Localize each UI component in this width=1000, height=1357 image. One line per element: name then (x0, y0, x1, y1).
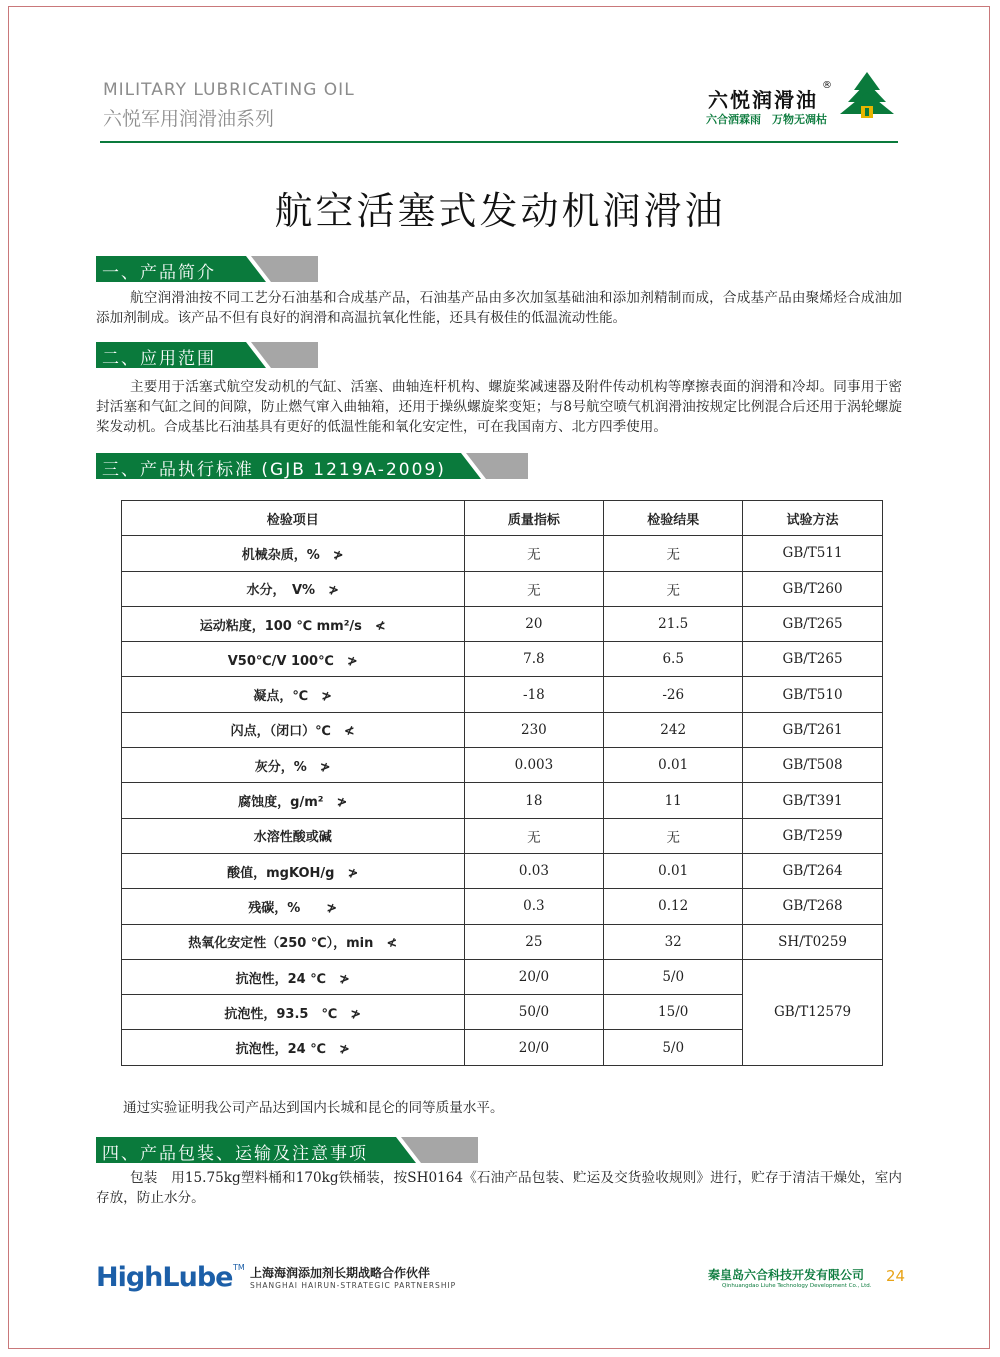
header-en-title: MILITARY LUBRICATING OIL (103, 80, 355, 100)
cell-result: 0.01 (604, 748, 743, 783)
table-row (122, 818, 883, 853)
cell-spec: 无 (464, 536, 604, 571)
cell-item: 灰分，% ≯ (122, 748, 465, 783)
cell-item: 腐蚀度，g/m² ≯ (122, 783, 465, 818)
table-header-result: 检验结果 (604, 501, 743, 536)
scope-paragraph: 主要用于活塞式航空发动机的气缸、活塞、曲轴连杆机构、螺旋桨减速器及附件传动机构等摩擦表面的润滑和冷却。同事用于密封活塞和气缸之间的间隙，防止燃气窜入曲轴箱，还用于操纵螺旋桨变矩；与8号航空喷气机润滑油按规定比例混合后还用于涡轮螺旋桨发动机。合成基比石油基具有更好的低温性能和氧化安定性，可在我国南方、北方四季使用。 (96, 379, 902, 435)
cell-result: 32 (604, 924, 743, 959)
cell-item: 抗泡性，93.5 ℃ ≯ (122, 995, 465, 1030)
cell-result: 5/0 (604, 1030, 743, 1065)
cell-result: 242 (604, 712, 743, 747)
cell-item: 凝点，℃ ≯ (122, 677, 465, 712)
table-header-method: 试验方法 (743, 501, 883, 536)
section-heading-label: 三、产品执行标准 (GJB 1219A-2009) (102, 460, 446, 480)
cell-result: 无 (604, 571, 743, 606)
section-heading-label: 四、产品包装、运输及注意事项 (102, 1144, 368, 1164)
cell-spec: 18 (464, 783, 604, 818)
cell-result: -26 (604, 677, 743, 712)
cell-method: GB/T261 (743, 712, 883, 747)
table-row (122, 959, 883, 994)
cell-method: GB/T510 (743, 677, 883, 712)
cell-method: GB/T260 (743, 571, 883, 606)
brand-name: 六悦润滑油 (708, 88, 818, 112)
spec-table (121, 500, 883, 1066)
cell-method: GB/T265 (743, 606, 883, 641)
partner-cn: 上海海润添加剂长期战略合作伙伴 (250, 1266, 431, 1280)
table-row (122, 783, 883, 818)
cell-result: 0.12 (604, 889, 743, 924)
cell-spec: 7.8 (464, 642, 604, 677)
cell-spec: 50/0 (464, 995, 604, 1030)
header-cn-title: 六悦军用润滑油系列 (103, 108, 275, 130)
cell-item: 运动粘度，100 ℃ mm²/s ≮ (122, 606, 465, 641)
cell-item: 水溶性酸或碱 (122, 818, 465, 853)
cell-item: 酸值，mgKOH/g ≯ (122, 853, 465, 888)
table-row (122, 571, 883, 606)
cell-item: 机械杂质，% ≯ (122, 536, 465, 571)
table-row (122, 924, 883, 959)
cell-spec: 25 (464, 924, 604, 959)
cell-result: 15/0 (604, 995, 743, 1030)
table-row (122, 889, 883, 924)
cell-method: GB/T259 (743, 818, 883, 853)
cell-result: 0.01 (604, 853, 743, 888)
page-number: 24 (886, 1267, 906, 1285)
cell-result: 21.5 (604, 606, 743, 641)
section-heading-standard (96, 453, 528, 479)
cell-spec: 0.3 (464, 889, 604, 924)
cell-method-merged: GB/T12579 (743, 959, 883, 1065)
table-row (122, 677, 883, 712)
cell-item: 水分， V% ≯ (122, 571, 465, 606)
section-heading-scope (96, 342, 318, 368)
cell-spec: 0.003 (464, 748, 604, 783)
packaging-paragraph: 包装 用15.75kg塑料桶和170kg铁桶装，按SH0164《石油产品包装、贮运及交货验收规则》进行，贮存于清洁干燥处，室内存放，防止水分。 (96, 1170, 902, 1206)
cell-item: 热氧化安定性（250 ℃），min ≮ (122, 924, 465, 959)
cell-spec: 0.03 (464, 853, 604, 888)
cell-spec: -18 (464, 677, 604, 712)
table-header-item: 检验项目 (122, 501, 465, 536)
table-row (122, 748, 883, 783)
cell-item: V50℃/V 100℃ ≯ (122, 642, 465, 677)
cell-item: 残碳，% ≯ (122, 889, 465, 924)
table-row (122, 712, 883, 747)
cell-spec: 230 (464, 712, 604, 747)
section-heading-label: 二、应用范围 (102, 349, 216, 369)
cell-spec: 20/0 (464, 959, 604, 994)
highlube-logo: HighLube (96, 1262, 233, 1293)
highlube-tm: TM (233, 1263, 245, 1272)
header-divider (100, 141, 898, 143)
table-header-spec: 质量指标 (464, 501, 604, 536)
cell-spec: 无 (464, 818, 604, 853)
cell-result: 11 (604, 783, 743, 818)
cell-method: GB/T391 (743, 783, 883, 818)
cell-spec: 20 (464, 606, 604, 641)
intro-paragraph: 航空润滑油按不同工艺分石油基和合成基产品，石油基产品由多次加氢基础油和添加剂精制而成，合成基产品由聚烯烃合成油加添加剂制成。该产品不但有良好的润滑和高温抗氧化性能，还具有极佳的低温流动性能。 (96, 290, 902, 326)
cell-spec: 无 (464, 571, 604, 606)
cell-method: GB/T508 (743, 748, 883, 783)
company-en: Qinhuangdao Liuhe Technology Development Co., Ltd. (722, 1283, 872, 1289)
table-row (122, 853, 883, 888)
cell-result: 6.5 (604, 642, 743, 677)
table-row (122, 642, 883, 677)
cell-result: 无 (604, 536, 743, 571)
section-heading-label: 一、产品简介 (102, 263, 216, 283)
pine-tree-logo-icon (836, 70, 898, 126)
table-header-row (122, 501, 883, 536)
cell-method: GB/T264 (743, 853, 883, 888)
cell-item: 抗泡性，24 ℃ ≯ (122, 959, 465, 994)
cell-method: GB/T511 (743, 536, 883, 571)
page-title: 航空活塞式发动机润滑油 (274, 189, 726, 233)
cell-spec: 20/0 (464, 1030, 604, 1065)
cell-item: 闪点，（闭口）℃ ≮ (122, 712, 465, 747)
cell-method: GB/T268 (743, 889, 883, 924)
table-row (122, 536, 883, 571)
brand-registered-mark: ® (822, 80, 832, 91)
cell-method: SH/T0259 (743, 924, 883, 959)
partner-en: SHANGHAI HAIRUN-STRATEGIC PARTNERSHIP (250, 1281, 457, 1290)
table-row (122, 606, 883, 641)
cell-method: GB/T265 (743, 642, 883, 677)
quality-note: 通过实验证明我公司产品达到国内长城和昆仑的同等质量水平。 (123, 1100, 504, 1116)
cell-item: 抗泡性，24 ℃ ≯ (122, 1030, 465, 1065)
brand-slogan: 六合洒霖雨 万物无凋枯 (706, 113, 827, 126)
company-cn: 秦皇岛六合科技开发有限公司 (708, 1268, 865, 1282)
cell-result: 无 (604, 818, 743, 853)
cell-result: 5/0 (604, 959, 743, 994)
section-heading-intro (96, 256, 318, 282)
section-heading-packaging (96, 1137, 478, 1163)
